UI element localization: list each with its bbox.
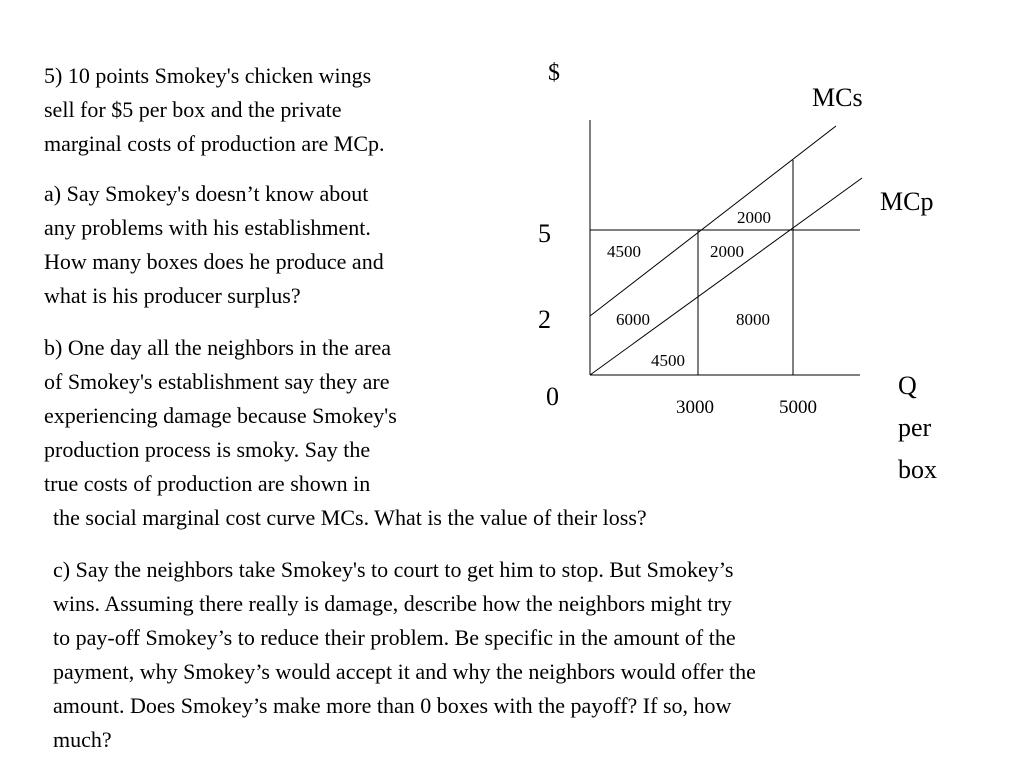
text-line: to pay-off Smokey’s to reduce their problem. Be specific in the amount of the: [53, 625, 736, 650]
text-line: a) Say Smokey's doesn’t know about: [44, 181, 369, 206]
area-label: 2000: [710, 242, 744, 261]
text-line: marginal costs of production are MCp.: [44, 131, 385, 156]
x-axis-label: per: [898, 413, 932, 442]
y-axis-label: $: [548, 60, 560, 86]
area-label: 8000: [736, 310, 770, 329]
text-line: b) One day all the neighbors in the area: [44, 335, 391, 360]
text-line: 5) 10 points Smokey's chicken wings: [44, 63, 372, 88]
text-line: production process is smoky. Say the: [44, 437, 371, 462]
text-line: what is his producer surplus?: [44, 283, 301, 308]
x-tick-5000: 5000: [779, 397, 817, 418]
text-line: sell for $5 per box and the private: [44, 97, 342, 122]
y-tick-2: 2: [538, 305, 551, 334]
x-tick-3000: 3000: [676, 397, 714, 418]
text-line: true costs of production are shown in: [44, 471, 371, 496]
area-label: 6000: [616, 310, 650, 329]
mcp-curve: [590, 178, 862, 375]
text-line: amount. Does Smokey’s make more than 0 boxes with the payoff? If so, how: [53, 693, 732, 718]
x-axis-label: box: [898, 455, 937, 484]
area-label: 4500: [607, 242, 641, 261]
text-line: the social marginal cost curve MCs. What is the value of their loss?: [53, 505, 647, 530]
mcp-label: MCp: [880, 187, 934, 216]
text-line: experiencing damage because Smokey's: [44, 403, 397, 428]
y-tick-5: 5: [538, 219, 551, 248]
text-line: c) Say the neighbors take Smokey's to court to get him to stop. But Smokey’s: [53, 557, 734, 582]
area-label: 2000: [737, 208, 771, 227]
text-line: much?: [53, 727, 112, 752]
text-line: any problems with his establishment.: [44, 215, 371, 240]
text-line: How many boxes does he produce and: [44, 249, 384, 274]
mcs-curve: [590, 126, 836, 316]
x-axis-label: Q: [898, 371, 917, 400]
origin-label: 0: [546, 382, 559, 411]
text-line: payment, why Smokey’s would accept it and why the neighbors would offer the: [53, 659, 756, 684]
text-line: of Smokey's establishment say they are: [44, 369, 390, 394]
area-label: 4500: [651, 351, 685, 370]
mcs-label: MCs: [812, 83, 863, 112]
text-line: wins. Assuming there really is damage, describe how the neighbors might try: [53, 591, 732, 616]
